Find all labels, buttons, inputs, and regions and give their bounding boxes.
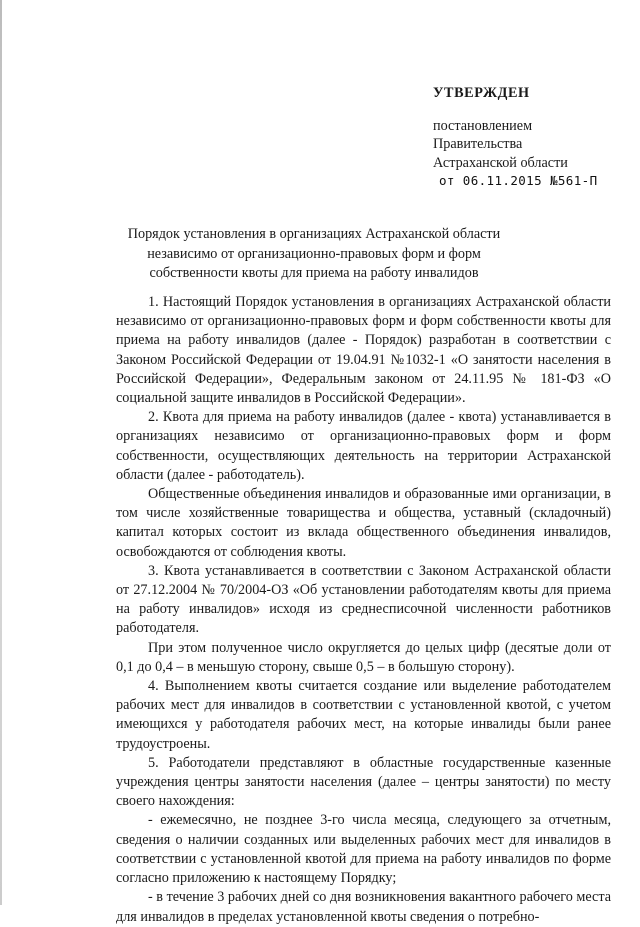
list-item-vacancy: - в течение 3 рабочих дней со дня возникновения вакантного рабочего места для инвалидов в пределах установленной квоты сведения о потребно-	[116, 889, 611, 925]
approval-line-1: постановлением	[433, 117, 533, 134]
paragraph-3: 3. Квота устанавливается в соответствии с Законом Астраханской области от 27.12.2004 № 70/2004-ОЗ «Об установлении работодателям квоты для приема на работу инвалидов» исходя из среднесписочной численности работников работодателя.	[116, 562, 611, 637]
document-body	[116, 293, 611, 927]
document-title: Порядок установления в организациях Астраханской области независимо от организационно-правовых форм и форм собственности квоты для приема на работу инвалидов	[127, 226, 501, 281]
approval-heading: УТВЕРЖДЕН	[433, 85, 530, 101]
paragraph-5: 5. Работодатели представляют в областные государственные казенные учреждения центры занятости населения (далее – центры занятости) по месту своего нахождения:	[116, 754, 611, 810]
paragraph-1: 1. Настоящий Порядок установления в организациях Астраханской области независимо от организационно-правовых форм и форм собственности квоты для приема на работу инвалидов (далее - Порядок) разработан в соответствии с Законом Российской Федерации от 19.04.91 №1032-1 «О занятости населения в Российской Федерации», Федеральным законом от 24.11.95 № 181-ФЗ «О социальной защите инвалидов в Российской Федерации».	[116, 294, 611, 407]
paragraph-2-note: Общественные объединения инвалидов и образованные ими организации, в том числе хозяйственные товарищества и общества, уставный (складочный) капитал которых состоит из вклада общественного объединения инвалидов, освобождаются от соблюдения квоты.	[116, 486, 611, 560]
list-item-monthly: - ежемесячно, не позднее 3-го числа месяца, следующего за отчетным, сведения о наличии созданных или выделенных рабочих мест для инвалидов в соответствии с установленной квотой для приема на работу инвалидов по форме согласно приложению к настоящему Порядку;	[116, 812, 611, 887]
paragraph-3-rounding: При этом полученное число округляется до целых цифр (десятые доли от 0,1 до 0,4 – в меньшую сторону, свыше 0,5 – в большую сторону).	[116, 639, 611, 675]
scan-edge	[0, 0, 2, 905]
approval-line-2: Правительства	[433, 136, 523, 152]
approval-block	[433, 84, 598, 191]
paragraph-2: 2. Квота для приема на работу инвалидов (далее - квота) устанавливается в организациях независимо от организационно-правовых форм и форм собственности, осуществляющих деятельность на территории Астраханской области (далее - работодатель).	[116, 409, 611, 483]
approval-line-3: Астраханской области	[433, 154, 568, 171]
paragraph-4: 4. Выполнением квоты считается создание или выделение работодателем рабочих мест для инвалидов в соответствии с установленной квотой, с учетом имеющихся у работодателя рабочих мест, на которые инвалиды были ранее трудоустроены.	[116, 678, 611, 752]
approval-date-number: от 06.11.2015 №561-П	[439, 173, 598, 188]
